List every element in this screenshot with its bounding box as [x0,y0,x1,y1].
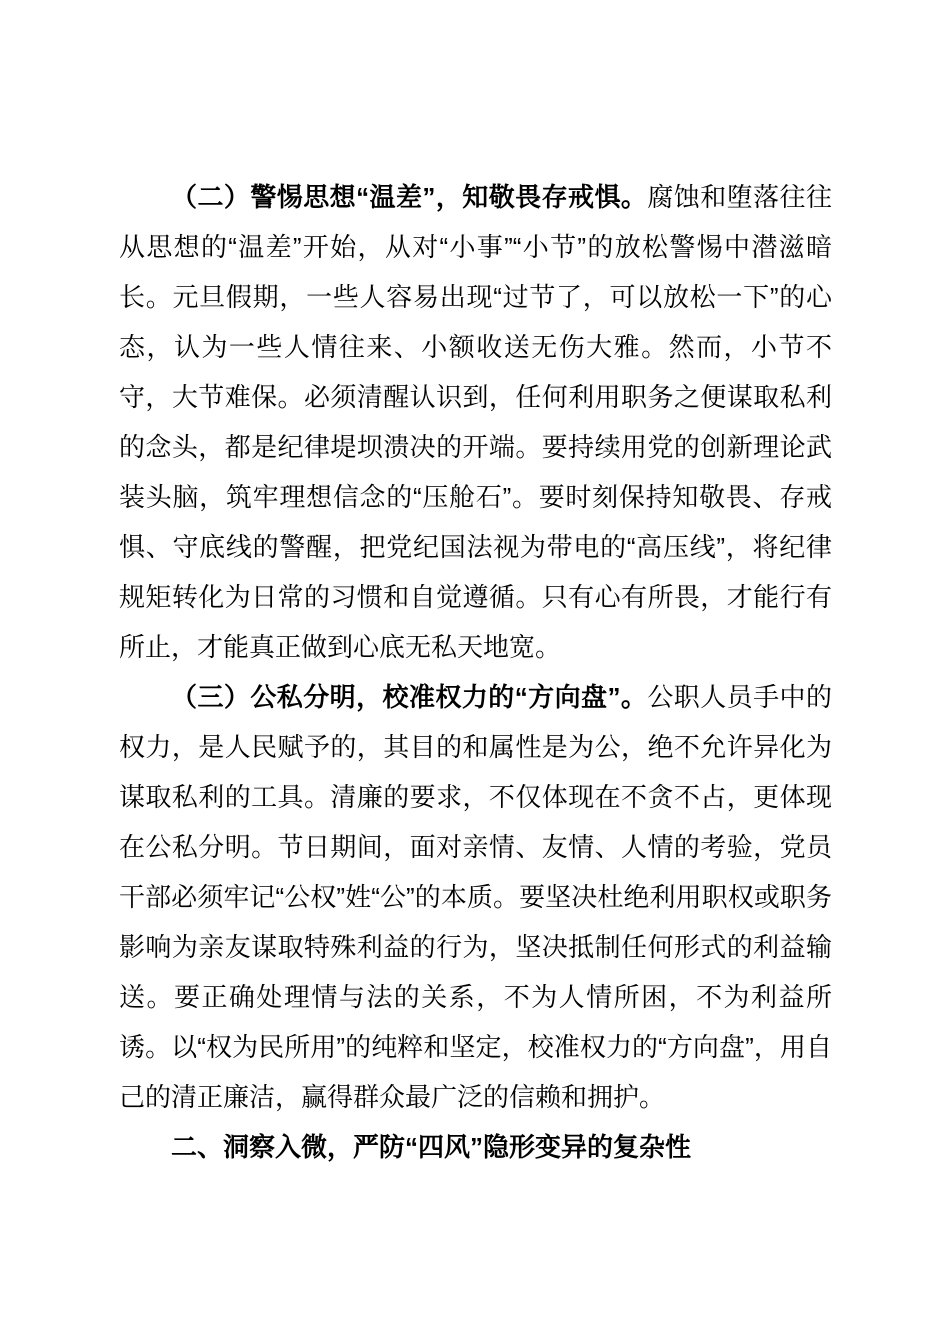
paragraph-body-text: 腐蚀和堕落往往从思想的“温差”开始，从对“小事”“小节”的放松警惕中潜滋暗长。元旦假期，一些人容易出现“过节了，可以放松一下”的心态，认为一些人情往来、小额收送无伤大雅。然而，小节不守，大节难保。必须清醒认识到，任何利用职务之便谋取私利的念头，都是纪律堤坝溃决的开端。要持续用党的创新理论武装头脑，筑牢理想信念的“压舱石”。要时刻保持知敬畏、存戒惧、守底线的警醒，把党纪国法视为带电的“高压线”，将纪律规矩转化为日常的习惯和自觉遵循。只有心有所畏，才能行有所止，才能真正做到心底无私天地宽。 [119,182,832,662]
paragraph-lead-bold: （二）警惕思想“温差”，知敬畏存戒惧。 [171,182,648,212]
paragraph-gongsi-fenming [119,672,832,1122]
paragraph-jingti-wencha [119,172,832,672]
section-heading: 二、洞察入微，严防“四风”隐形变异的复杂性 [171,1132,692,1162]
document-content [119,172,832,1172]
paragraph-lead-bold: （三）公私分明，校准权力的“方向盘”。 [171,682,648,712]
paragraph-body-text: 公职人员手中的权力，是人民赋予的，其目的和属性是为公，绝不允许异化为谋取私利的工具。清廉的要求，不仅体现在不贪不占，更体现在公私分明。节日期间，面对亲情、友情、人情的考验，党员干部必须牢记“公权”姓“公”的本质。要坚决杜绝利用职权或职务影响为亲友谋取特殊利益的行为，坚决抵制任何形式的利益输送。要正确处理情与法的关系，不为人情所困，不为利益所诱。以“权为民所用”的纯粹和坚定，校准权力的“方向盘”，用自己的清正廉洁，赢得群众最广泛的信赖和拥护。 [119,682,832,1112]
